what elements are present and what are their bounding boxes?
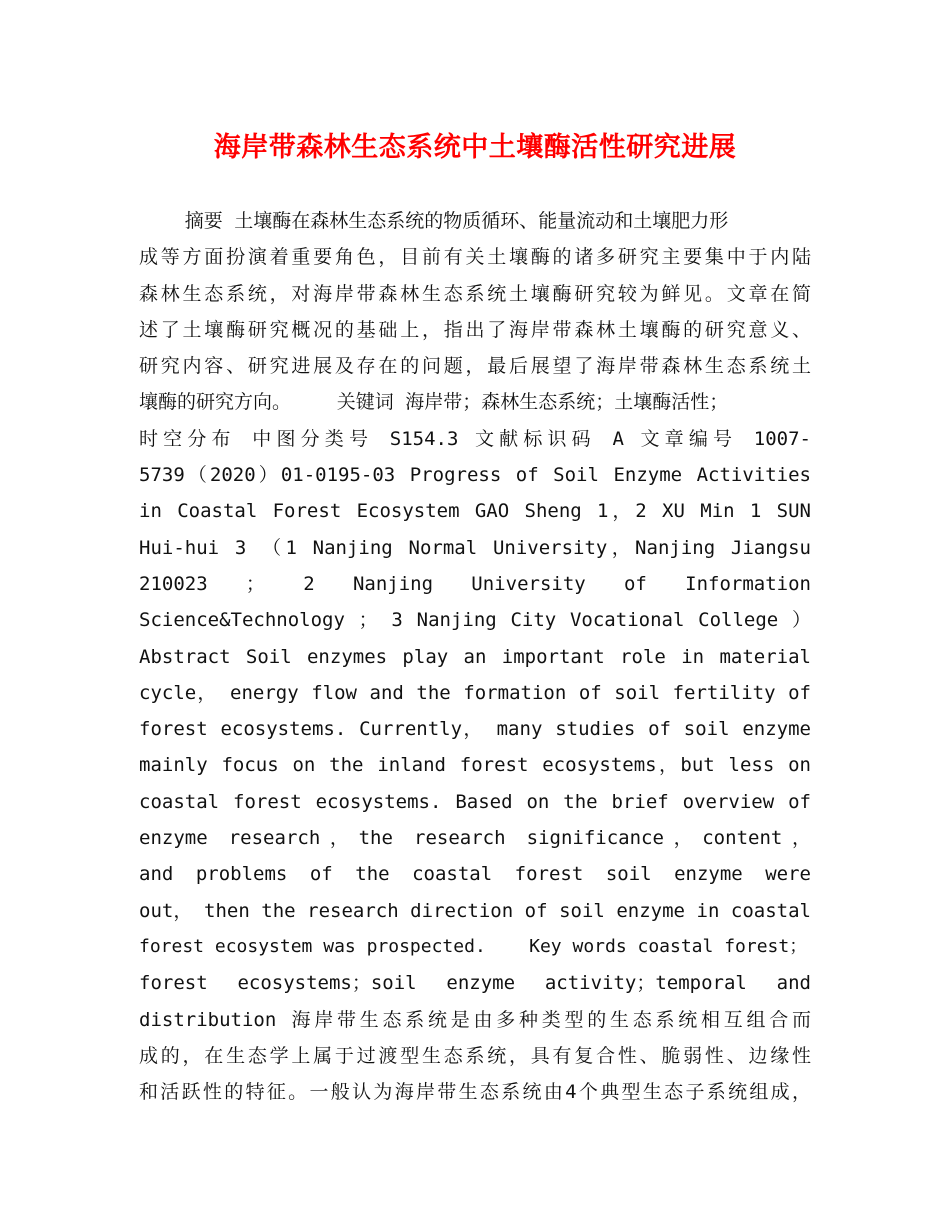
text-line: 研究内容、研究进展及存在的问题，最后展望了海岸带森林生态系统土 (139, 355, 811, 378)
document-body (139, 203, 811, 1110)
text-line: Abstract Soil enzymes play an important role in material (139, 645, 811, 668)
text-line: forest ecosystems. Currently， many studies of soil enzyme (139, 718, 811, 741)
text-line: 述了土壤酶研究概况的基础上，指出了海岸带森林土壤酶的研究意义、 (139, 318, 811, 341)
document-title: 海岸带森林生态系统中土壤酶活性研究进展 (213, 132, 737, 163)
text-line: forest ecosystems；soil enzyme activity；temporal and (139, 972, 811, 995)
text-line: 时空分布 中图分类号 S154.3 文献标识码 A 文章编号 1007- (139, 427, 811, 450)
text-line: cycle， energy flow and the formation of soil fertility of (139, 681, 811, 704)
text-line: mainly focus on the inland forest ecosystems，but less on (139, 754, 811, 777)
text-line: 摘要 土壤酶在森林生态系统的物质循环、能量流动和土壤肥力形 (139, 210, 729, 232)
text-line: 5739（2020）01-0195-03 Progress of Soil Enzyme Activities (139, 464, 811, 487)
text-line: out， then the research direction of soil enzyme in coastal (139, 899, 811, 922)
text-line: Science&Technology ； 3 Nanjing City Vocational College ） (139, 609, 811, 632)
text-line: in Coastal Forest Ecosystem GAO Sheng 1，2 XU Min 1 SUN (139, 500, 811, 523)
text-line: 壤酶的研究方向。 关键词 海岸带；森林生态系统；土壤酶活性； (139, 391, 729, 414)
text-line: 成等方面扮演着重要角色，目前有关土壤酶的诸多研究主要集中于内陆 (139, 246, 811, 269)
text-line: 210023 ； 2 Nanjing University of Information (139, 572, 811, 595)
text-line: and problems of the coastal forest soil enzyme were (139, 863, 811, 886)
text-line: 成的，在生态学上属于过渡型生态系统，具有复合性、脆弱性、边缘性 (139, 1044, 811, 1067)
text-line: coastal forest ecosystems. Based on the brief overview of (139, 790, 811, 813)
text-line: Hui-hui 3 （1 Nanjing Normal University，Nanjing Jiangsu (139, 536, 811, 559)
text-line: 森林生态系统，对海岸带森林生态系统土壤酶研究较为鲜见。文章在简 (139, 282, 811, 305)
text-line: forest ecosystem was prospected. Key words coastal forest； (139, 935, 808, 957)
text-line: distribution 海岸带生态系统是由多种类型的生态系统相互组合而 (139, 1008, 811, 1031)
text-line: 和活跃性的特征。一般认为海岸带生态系统由4个典型生态子系统组成， (139, 1081, 811, 1104)
text-line: enzyme research，the research significance，content， (139, 827, 811, 850)
